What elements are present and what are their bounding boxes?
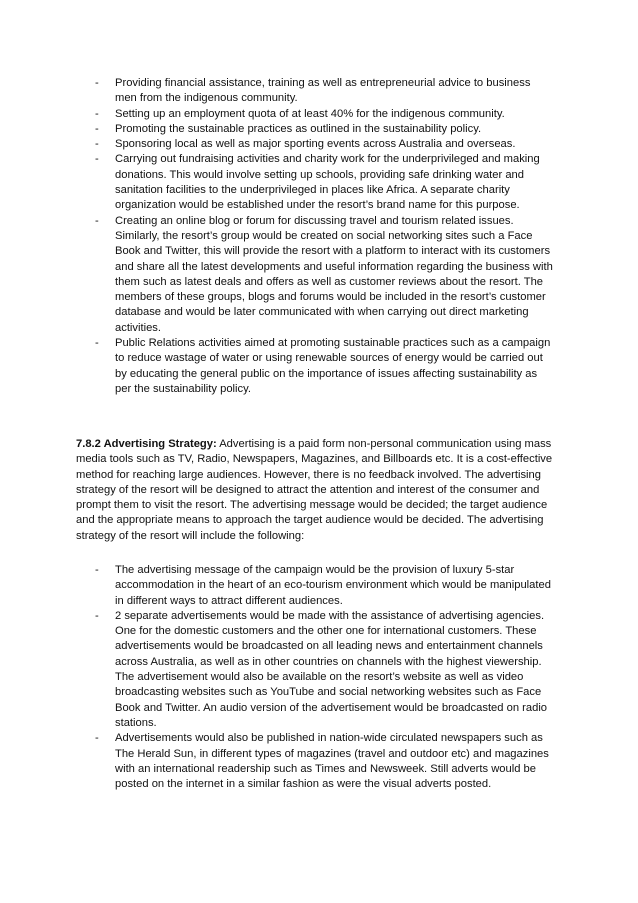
- list-item-text: 2 separate advertisements would be made with the assistance of advertising agencies. One for the domestic customers and the other one for international customers. These advertisements would be broadcasted on all leading news and entertainment channels across Australia, as well as in other countries on channels with the highest viewership. The advertisement would also be available on the resort’s website as well as video broadcasting websites such as YouTube and social networking websites such as Face Book and Twitter. An audio version of the advertisement would be broadcasted on radio stations.: [115, 609, 548, 729]
- list-item-text: Setting up an employment quota of at least 40% for the indigenous community.: [115, 107, 505, 120]
- list-item: [95, 731, 555, 792]
- list-item: [95, 76, 555, 107]
- bullet-dash: -: [95, 214, 99, 227]
- bullet-dash: -: [95, 609, 99, 622]
- list-item-text: Creating an online blog or forum for discussing travel and tourism related issues. Similarly, the resort’s group would be created on social networking sites such a Face Book and Twitter, this will provide the resort with a platform to interact with its customers and share all the latest developments and useful information regarding the business with them such as latest deals and offers as well as customer reviews about the resort. The members of these groups, blogs and forums would be included in the resort’s customer database and would be later communicated with when carrying out direct marketing activities.: [115, 214, 553, 334]
- list-item-text: Promoting the sustainable practices as outlined in the sustainability policy.: [115, 122, 482, 135]
- bullet-dash: -: [95, 732, 99, 745]
- advertising-strategy-paragraph: [76, 437, 560, 544]
- bullet-list-initiatives: [95, 76, 555, 397]
- list-item: [95, 137, 555, 152]
- bullet-dash: -: [95, 564, 99, 576]
- bullet-dash: -: [95, 337, 99, 350]
- list-item: [95, 336, 555, 397]
- list-item: [95, 214, 555, 336]
- bullet-dash: -: [95, 122, 99, 135]
- list-item: [95, 122, 555, 137]
- list-item-text: Advertisements would also be published in nation-wide circulated newspapers such as The Herald Sun, in different types of magazines (travel and outdoor etc) and magazines with an international readership such as Times and Newsweek. Still adverts would be posted on the internet in a similar fashion as were the visual adverts posted.: [115, 732, 549, 791]
- list-item: [95, 107, 555, 122]
- bullet-dash: -: [95, 107, 99, 120]
- section-body: Advertising is a paid form non-personal communication using mass media tools such as TV, Radio, Newspapers, Magazines, and Billboards etc. It is a cost-effective method for reaching large audiences. However, there is no feedback involved. The advertising strategy of the resort will be designed to attract the attention and interest of the consumer and prompt them to visit the resort. The advertising message would be decided; the target audience and the appropriate means to approach the target audience would be decided. The advertising strategy of the resort will include the following:: [76, 438, 553, 542]
- list-item: [95, 152, 555, 213]
- bullet-dash: -: [95, 153, 99, 166]
- bullet-dash: -: [95, 77, 99, 89]
- bullet-list-advertising: [95, 563, 555, 792]
- list-item-text: The advertising message of the campaign would be the provision of luxury 5-star accommodation in the heart of an eco-tourism environment which would be manipulated in different ways to attract different audiences.: [115, 564, 551, 607]
- list-item: [95, 563, 555, 609]
- list-item: [95, 609, 555, 731]
- list-item-text: Providing financial assistance, training as well as entrepreneurial advice to business men from the indigenous community.: [115, 77, 531, 105]
- list-item-text: Carrying out fundraising activities and charity work for the underprivileged and making donations. This would involve setting up schools, providing safe drinking water and sanitation facilities to the underprivileged in places like Africa. A separate charity organization would be established under the resort’s brand name for this purpose.: [115, 153, 540, 212]
- list-item-text: Sponsoring local as well as major sporting events across Australia and overseas.: [115, 138, 516, 151]
- section-heading: 7.8.2 Advertising Strategy:: [76, 438, 217, 450]
- list-item-text: Public Relations activities aimed at promoting sustainable practices such as a campaign to reduce wastage of water or using renewable sources of energy would be carried out by educating the general public on the importance of issues affecting sustainability as per the sustainability policy.: [115, 337, 551, 395]
- bullet-dash: -: [95, 138, 99, 151]
